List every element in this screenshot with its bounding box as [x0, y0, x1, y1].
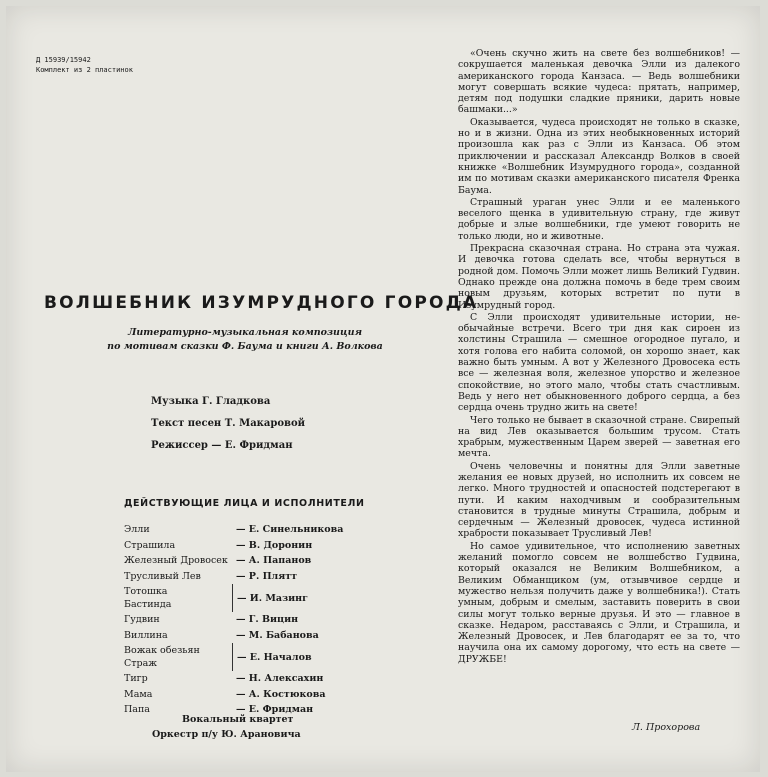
cast-row: [124, 628, 444, 644]
lyrics-credit: Текст песен Т. Макаровой: [151, 418, 306, 429]
cast-role: Железный Дровосек: [124, 555, 228, 567]
essay-paragraph: Страшный ураган унес Элли и ее маленького веселого щенка в удивительную страну, где живут добрые и злые волшебники, где умеют говорить не только люди, но и животные.: [458, 196, 740, 242]
cast-role: Виллина: [124, 629, 168, 641]
cast-heading: ДЕЙСТВУЮЩИЕ ЛИЦА И ИСПОЛНИТЕЛИ: [124, 498, 365, 509]
essay-paragraph: «Очень скучно жить на свете без волшебников! — сокрушается маленькая девочка Элли из далекого американского города Канзаса. — Ведь волшебники могут совершать всякие чудеса: прятать, например, детям под подушки сладкие пряники, дарить новые башмаки...»: [458, 48, 740, 116]
essay-paragraph: Очень человечны и понятны для Элли заветные желания ее новых друзей, но исполнить их совсем не легко. Много трудностей и опасностей подстерегают в пути. И каким находчивым и сообразительным становится в трудные минуты Страшила, добрым и сердечным — Железный дровосек, чудеса истинной храбрости показывает Трусливый Лев!: [458, 460, 740, 540]
cast-row: [124, 671, 444, 687]
essay-paragraph: Чего только не бывает в сказочной стране. Свирепый на вид Лев оказывается большим трусом. Стать храбрым, мужественным Царем зверей — заветная его мечта.: [458, 414, 740, 460]
music-credit: Музыка Г. Гладкова: [151, 396, 271, 407]
cast-row: [124, 687, 444, 703]
cast-role: Тигр: [124, 673, 148, 685]
cast-actor: — Е. Синельникова: [236, 524, 344, 536]
cast-actor: — Н. Алексахин: [236, 673, 324, 685]
cast-role: Элли: [124, 524, 150, 536]
bracket-line: [184, 584, 233, 612]
bracket-line: [184, 643, 233, 671]
director-credit: Режиссер — Е. Фридман: [151, 440, 293, 451]
cast-role: Тотошка: [124, 586, 168, 597]
cast-role: Вожак обезьян: [124, 645, 200, 656]
cast-row: [124, 522, 444, 538]
credits: [151, 391, 431, 457]
cast-actor: — А. Папанов: [236, 555, 312, 567]
cast-list: [124, 522, 444, 718]
cast-roles: [124, 644, 200, 670]
author-signature: Л. Прохорова: [632, 722, 701, 733]
cast-role: Папа: [124, 704, 150, 716]
cast-actor: — В. Доронин: [236, 539, 313, 551]
liner-notes: [458, 48, 740, 666]
cast-actor: — Р. Плятт: [236, 570, 298, 582]
cast-actor: — Г. Вицин: [236, 614, 299, 626]
cast-role: Гудвин: [124, 614, 160, 626]
cast-row: [124, 538, 444, 554]
ensemble-credits: [152, 712, 352, 742]
cast-row: [124, 612, 444, 628]
subtitle-line: Литературно-музыкальная композиция: [127, 327, 363, 338]
cast-row: [124, 584, 444, 612]
cast-role: Страж: [124, 658, 158, 669]
cast-role: Трусливый Лев: [124, 570, 201, 582]
catalog-number: Д 15939/15942: [36, 56, 91, 64]
essay-paragraph: Оказывается, чудеса происходят не только в сказке, но и в жизни. Одна из этих необыкновенных историй произошла как раз с Элли из Канзаса. Об этом приключении и рассказал Александр Волков в своей книжке «Волшебник Изумрудного города», созданной им по мотивам сказки американского писателя Френка Баума.: [458, 116, 740, 196]
cast-row: [124, 643, 444, 671]
essay-paragraph: С Элли происходят удивительные истории, необычайные встречи. Всего три дня как сироен из холстины Страшила — смешное огородное пугало, и хотя голова его набита соломой, он хорошо знает, как важно быть умным. А вот у Железного Дровосека есть все — железная воля, железное упорство и железное спокойствие, но этого мало, чтобы стать счастливым. Ведь у него нет обыкновенного доброго сердца, а без сердца очень трудно жить на свете!: [458, 311, 740, 414]
album-subtitle: [70, 326, 420, 354]
catalog-number-block: [36, 55, 133, 75]
essay-paragraph: Прекрасна сказочная страна. Но страна эта чужая. И девочка готова сделать все, чтобы вернуться в родной дом. Помочь Элли может лишь Великий Гудвин. Однако прежде она должна помочь в беде трем своим новым друзьям, которых встретит по пути в Изумрудный город.: [458, 243, 740, 311]
cast-roles: [124, 585, 184, 611]
cast-row: [124, 569, 444, 585]
essay-paragraph: Но самое удивительное, что исполнению заветных желаний помогло совсем не волшебство Гудвина, который оказался не Великим Волшебником, а Великим Обманщиком (ум, отзывчивое сердце и мужество нельзя получить даже у волшебника!). Стать умным, добрым и смелым, заставить поверить в свои силы могут только верные друзья. И это — главное в сказке. Недаром, расставаясь с Элли, и Страшила, и Железный Дровосек, и Лев благодарят ее за то, что научила она их самому дорогому, что есть на свете — ДРУЖБЕ!: [458, 540, 740, 665]
cast-actor: — М. Бабанова: [236, 629, 319, 641]
cast-role: Мама: [124, 688, 153, 700]
cast-actor: — Е. Началов: [237, 651, 312, 663]
cast-row: [124, 553, 444, 569]
subtitle-line: по мотивам сказки Ф. Баума и книги А. Волкова: [107, 341, 383, 352]
cast-role: Бастинда: [124, 599, 172, 610]
cast-role: Страшила: [124, 539, 176, 551]
album-title: ВОЛШЕБНИК ИЗУМРУДНОГО ГОРОДА: [44, 293, 479, 313]
set-note: Комплект из 2 пластинок: [36, 66, 133, 74]
orchestra: Оркестр п/у Ю. Арановича: [152, 729, 301, 740]
cast-actor: — А. Костюкова: [236, 688, 326, 700]
cast-actor: — И. Мазинг: [237, 592, 308, 604]
record-sleeve-back: [6, 6, 760, 772]
cast-actor: — Е. Фридман: [236, 704, 314, 716]
vocal-quartet: Вокальный квартет: [182, 714, 294, 725]
